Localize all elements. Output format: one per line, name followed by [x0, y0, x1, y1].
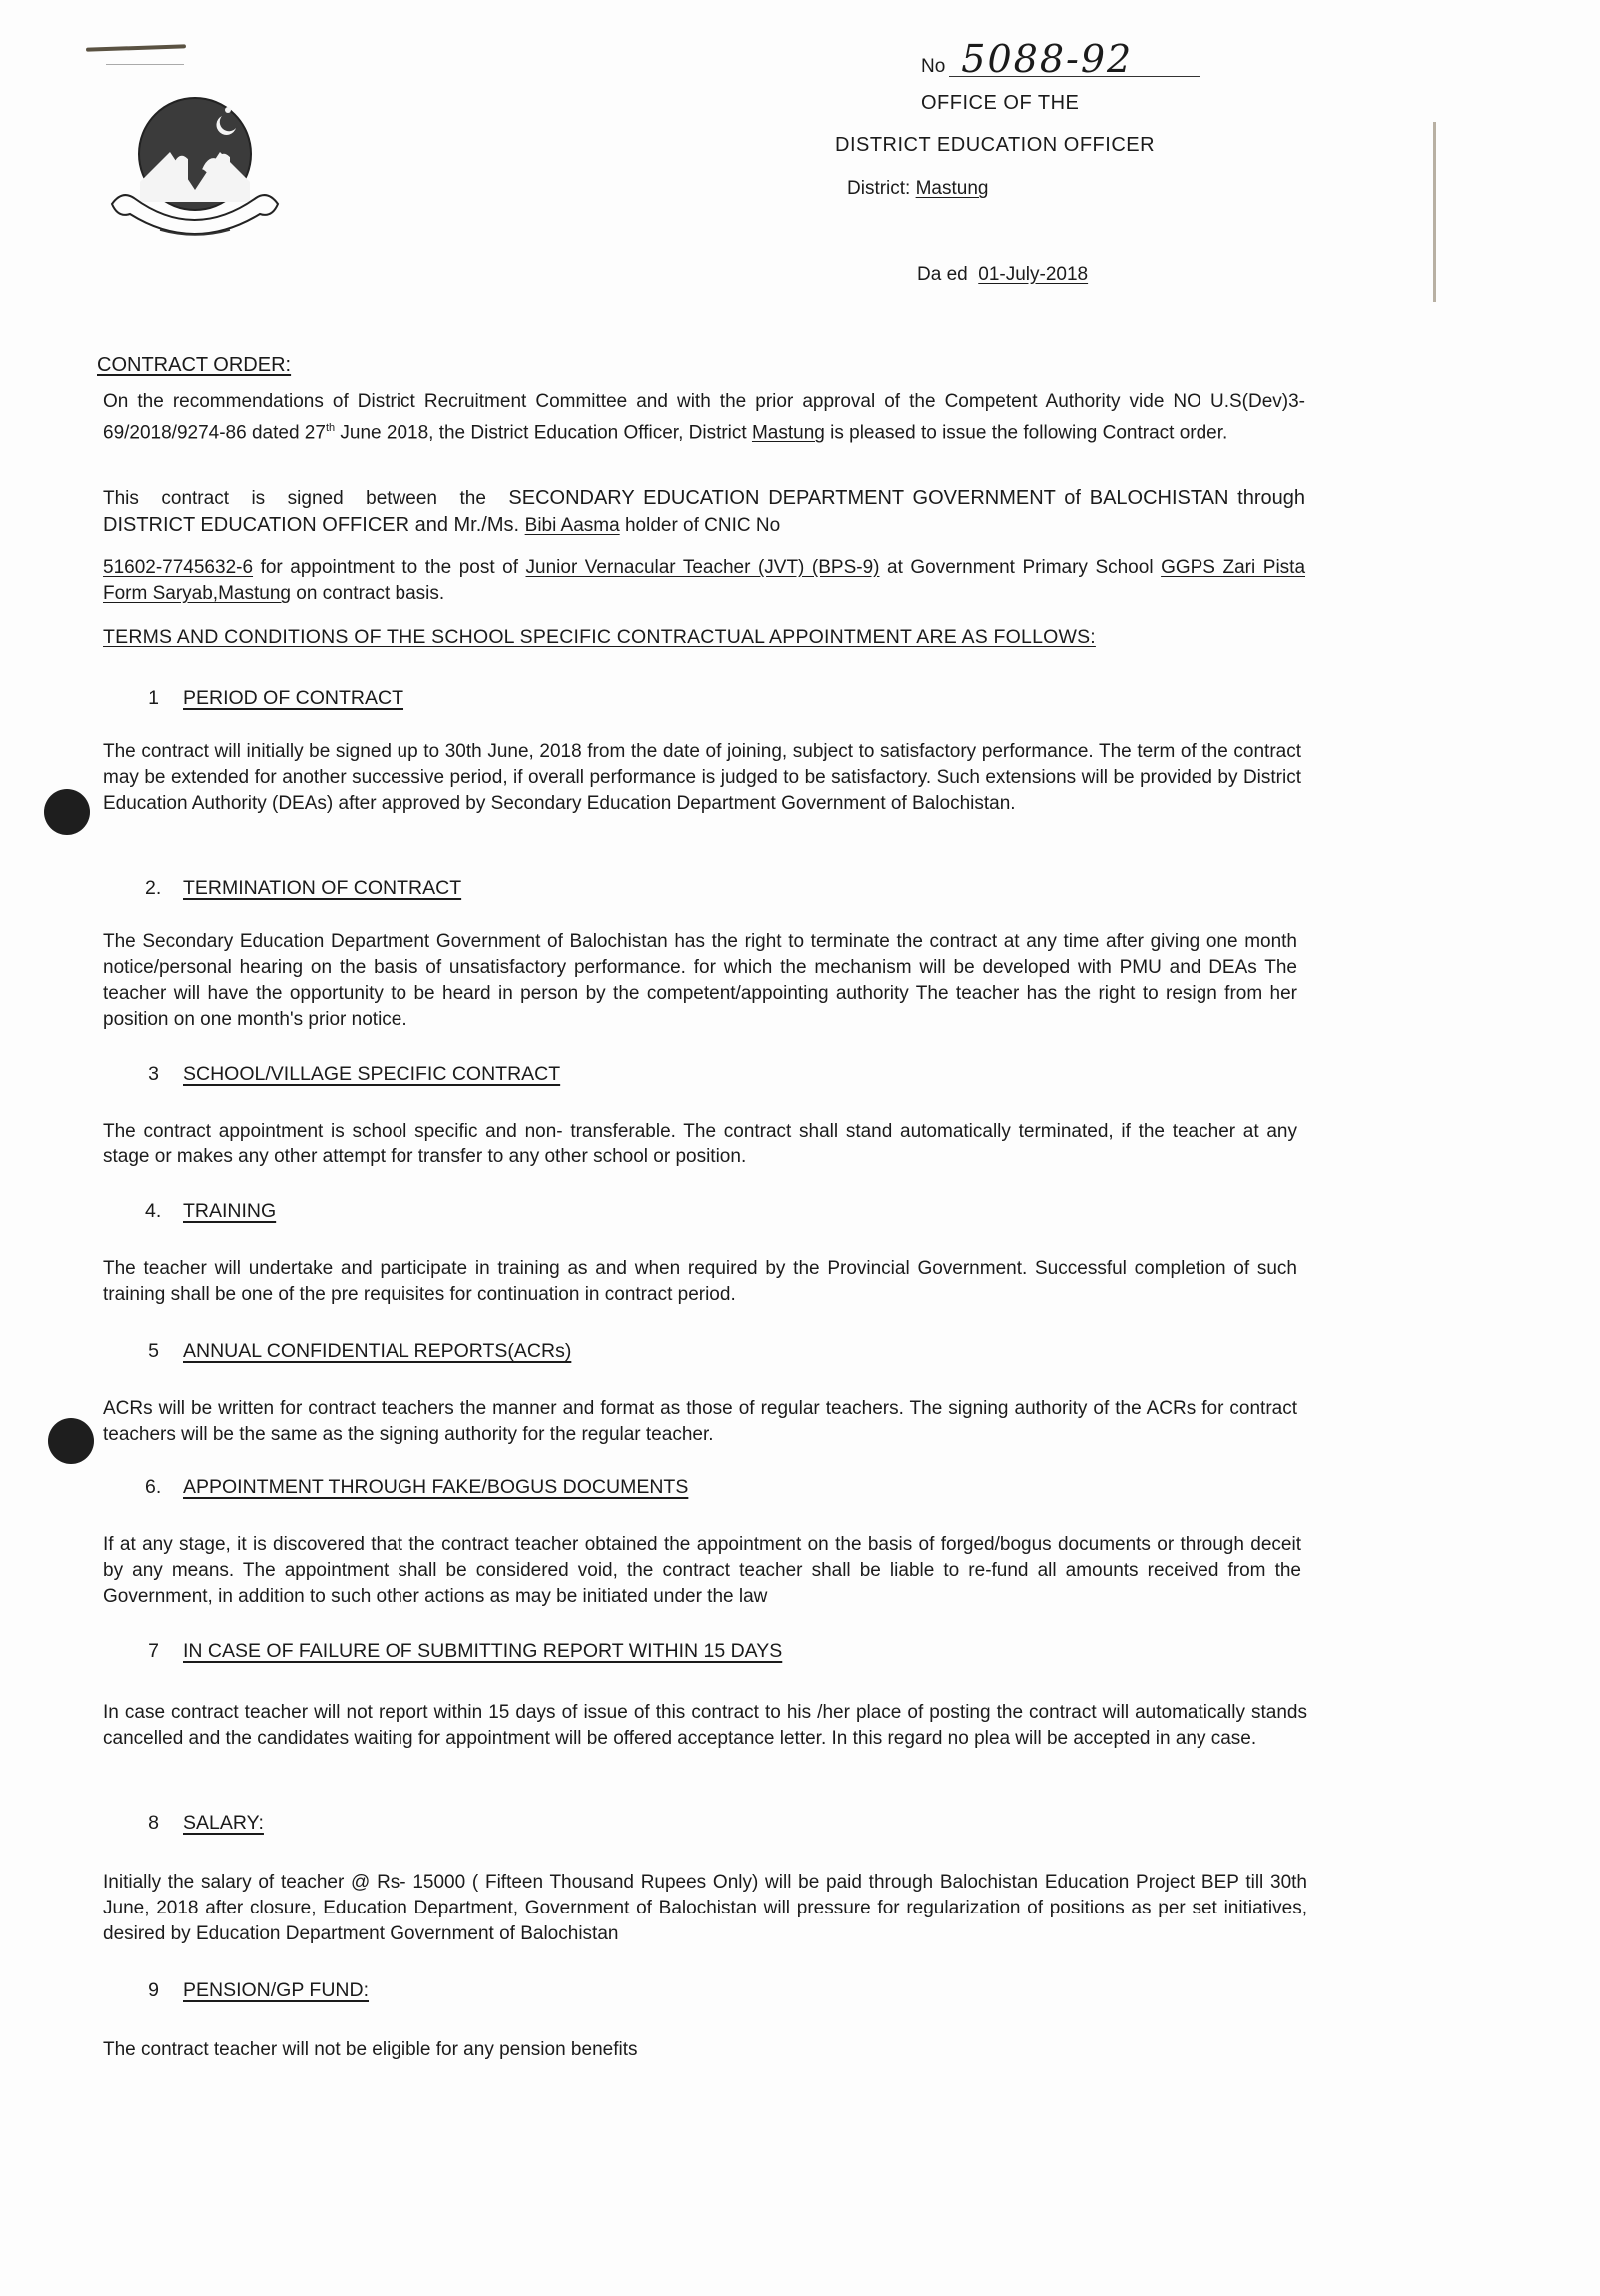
office-line-2: DISTRICT EDUCATION OFFICER: [835, 134, 1156, 156]
intro-text: June 2018, the District Education Officer, District: [335, 422, 752, 444]
reference-number: [921, 37, 1200, 81]
section-number: 3: [148, 1063, 159, 1085]
intro-text: is pleased to issue the following Contract order.: [824, 422, 1228, 444]
section-9-body: The contract teacher will not be eligible for any pension benefits: [103, 2039, 638, 2060]
parties-text: holder of CNIC No: [619, 515, 781, 536]
office-line-1: OFFICE OF THE: [921, 92, 1080, 114]
balochistan-emblem-icon: [100, 92, 290, 262]
cnic-number: 51602-7745632-6: [103, 557, 254, 578]
intro-paragraph: [103, 389, 1305, 446]
dated-label: Da ed: [917, 264, 968, 285]
document-title: CONTRACT ORDER:: [97, 354, 292, 376]
post-title: Junior Vernacular Teacher (JVT) (BPS-9): [525, 557, 880, 578]
section-4-body: The teacher will undertake and participate in training as and when required by the Provincial Government. Successful completion of such training shall be one of the pre requisites for continuation in contract period.: [103, 1258, 1297, 1305]
appointment-text: for appointment to the post of: [253, 557, 526, 578]
section-2-heading: [145, 877, 461, 900]
appointment-text: on contract basis.: [290, 583, 445, 604]
section-3-heading: [145, 1063, 560, 1086]
section-6-body: If at any stage, it is discovered that the contract teacher obtained the appointment on the basis of forged/bogus documents or through deceit by any means. The appointment shall be considered void, the contract teacher shall be liable to re-fund all amounts received from the Government, in addition to such other actions as may be initiated under the law: [103, 1534, 1301, 1607]
section-number: 7: [148, 1640, 159, 1662]
district-line: [847, 178, 988, 200]
section-4-heading: [145, 1200, 276, 1223]
section-title: PENSION/GP FUND:: [183, 1979, 370, 2001]
section-5-body: ACRs will be written for contract teachers the manner and format as those of regular teachers. The signing authority of the ACRs for contract teachers will be the same as the signing authority for the regular teacher.: [103, 1398, 1297, 1445]
section-7-heading: [145, 1640, 782, 1663]
school-name: GGPS Zari Pista Form Saryab,Mastung: [103, 557, 1306, 604]
section-number: 9: [148, 1979, 159, 2001]
punch-hole-icon: [44, 789, 90, 835]
section-number: 5: [148, 1340, 159, 1362]
punch-hole-icon: [48, 1418, 94, 1464]
scan-edge-mark: [1433, 122, 1436, 302]
section-number: 8: [148, 1812, 159, 1834]
parties-paragraph: [103, 485, 1305, 539]
appointment-paragraph: [103, 555, 1305, 607]
intro-district: Mastung: [751, 422, 825, 444]
dated-line: [917, 264, 1088, 286]
section-number: 1: [148, 687, 159, 709]
terms-heading: TERMS AND CONDITIONS OF THE SCHOOL SPECIFIC CONTRACTUAL APPOINTMENT ARE AS FOLLOWS:: [103, 626, 1096, 648]
section-5-heading: [145, 1340, 571, 1363]
parties-party: SECONDARY EDUCATION DEPARTMENT GOVERNMENT of BALOCHISTAN through DISTRICT EDUCATION OFFICER and Mr./Ms.: [103, 487, 1305, 536]
section-title: PERIOD OF CONTRACT: [183, 687, 404, 709]
section-1-heading: [145, 687, 403, 710]
section-9-heading: [145, 1979, 369, 2002]
section-title: ANNUAL CONFIDENTIAL REPORTS(ACRs): [183, 1340, 572, 1362]
district-label: District:: [847, 178, 911, 199]
faint-mark: [106, 64, 184, 65]
section-6-heading: [145, 1476, 688, 1499]
dated-value: 01-July-2018: [978, 264, 1089, 285]
appointment-text: at Government Primary School: [879, 557, 1162, 578]
district-value: Mastung: [915, 178, 989, 199]
appointee-name: Bibi Aasma: [524, 515, 620, 536]
section-title: APPOINTMENT THROUGH FAKE/BOGUS DOCUMENTS: [183, 1476, 689, 1498]
section-8-heading: [145, 1812, 264, 1835]
section-2-body: The Secondary Education Department Government of Balochistan has the right to terminate the contract at any time after giving one month notice/personal hearing on the basis of unsatisfactory performance. for which the mechanism will be developed with PMU and DEAs The teacher will have the opportunity to be heard in person by the competent/appointing authority The teacher has the right to resign from her position on one month's prior notice.: [103, 931, 1297, 1030]
reference-label: No: [921, 56, 946, 77]
section-number: 4.: [145, 1200, 162, 1222]
section-number: 2.: [145, 877, 162, 899]
section-number: 6.: [145, 1476, 162, 1498]
section-8-body: Initially the salary of teacher @ Rs- 15000 ( Fifteen Thousand Rupees Only) will be paid through Balochistan Education Project BEP till 30th June, 2018 after closure, Education Department, Government of Balochistan will pressure for regularization of positions as per set initiatives, desired by Education Department Government of Balochistan: [103, 1872, 1307, 1944]
parties-text: This contract is signed between the: [103, 488, 509, 509]
intro-text: On the recommendations of District Recruitment Committee and with the prior approval of the Competent Authority vide NO U.S(Dev)3-69/2018/9274-86 dated 27: [103, 391, 1305, 444]
section-title: SALARY:: [183, 1812, 264, 1834]
section-title: TRAINING: [183, 1200, 277, 1222]
section-title: IN CASE OF FAILURE OF SUBMITTING REPORT WITHIN 15 DAYS: [183, 1640, 783, 1662]
section-title: SCHOOL/VILLAGE SPECIFIC CONTRACT: [183, 1063, 561, 1085]
section-title: TERMINATION OF CONTRACT: [183, 877, 462, 899]
section-3-body: The contract appointment is school specific and non- transferable. The contract shall stand automatically terminated, if the teacher at any stage or makes any other attempt for transfer to any other school or position.: [103, 1121, 1297, 1167]
reference-value-handwritten: 5088-92: [949, 42, 1200, 77]
intro-sup: th: [325, 422, 336, 434]
pen-mark: [86, 44, 186, 51]
section-7-body: In case contract teacher will not report within 15 days of issue of this contract to his /her place of posting the contract will automatically stands cancelled and the candidates waiting for appointment will be offered acceptance letter. In this regard no plea will be accepted in any case.: [103, 1702, 1307, 1749]
section-1-body: The contract will initially be signed up to 30th June, 2018 from the date of joining, subject to satisfactory performance. The term of the contract may be extended for another successive period, if overall performance is judged to be satisfactory. Such extensions will be provided by District Education Authority (DEAs) after approved by Secondary Education Department Government of Balochistan.: [103, 741, 1301, 814]
